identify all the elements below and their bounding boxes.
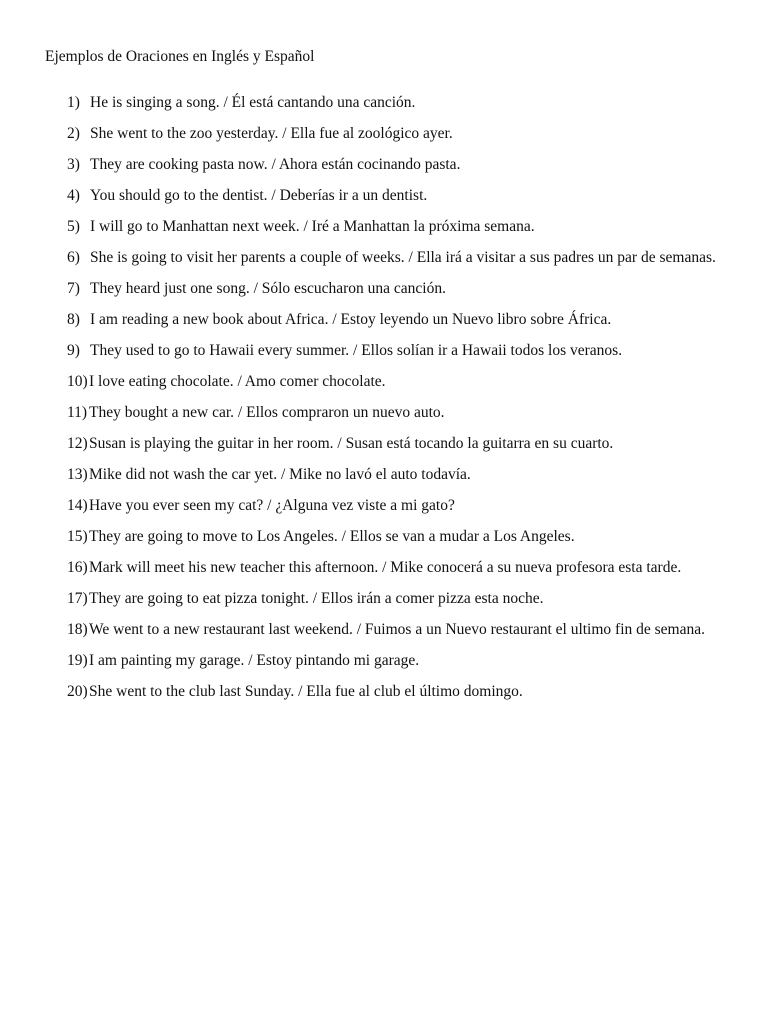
list-item	[0, 211, 768, 242]
item-sentence: Have you ever seen my cat? / ¿Alguna vez viste a mi gato?	[89, 497, 455, 514]
item-number: 18)	[67, 621, 88, 638]
item-sentence: Mark will meet his new teacher this afternoon. / Mike conocerá a su nueva profesora esta tarde.	[89, 559, 682, 576]
item-sentence: Mike did not wash the car yet. / Mike no lavó el auto todavía.	[89, 466, 471, 483]
document-title: Ejemplos de Oraciones en Inglés y Español	[45, 48, 315, 65]
list-item	[0, 676, 768, 707]
item-number: 5)	[67, 218, 80, 235]
item-sentence: She went to the club last Sunday. / Ella fue al club el último domingo.	[89, 683, 523, 700]
item-number: 17)	[67, 590, 88, 607]
list-item	[0, 273, 768, 304]
item-number: 8)	[67, 311, 80, 328]
item-sentence: They used to go to Hawaii every summer. / Ellos solían ir a Hawaii todos los veranos.	[90, 342, 623, 359]
item-number: 9)	[67, 342, 80, 359]
item-sentence: You should go to the dentist. / Deberías ir a un dentist.	[90, 187, 428, 204]
list-item	[0, 490, 768, 521]
list-item	[0, 87, 768, 118]
list-item	[0, 180, 768, 211]
item-number: 10)	[67, 373, 88, 390]
list-item	[0, 335, 768, 366]
item-sentence: He is singing a song. / Él está cantando una canción.	[90, 94, 416, 111]
item-number: 6)	[67, 249, 80, 266]
item-sentence: Susan is playing the guitar in her room. / Susan está tocando la guitarra en su cuarto.	[89, 435, 614, 452]
item-sentence: I am reading a new book about Africa. / Estoy leyendo un Nuevo libro sobre África.	[90, 311, 612, 328]
item-sentence: I am painting my garage. / Estoy pintando mi garage.	[89, 652, 420, 669]
item-number: 15)	[67, 528, 88, 545]
item-number: 16)	[67, 559, 88, 576]
list-item	[0, 428, 768, 459]
sentence-list	[0, 87, 768, 707]
item-sentence: They bought a new car. / Ellos compraron un nuevo auto.	[89, 404, 445, 421]
item-sentence: We went to a new restaurant last weekend. / Fuimos a un Nuevo restaurant el ultimo fin de semana.	[89, 621, 705, 638]
list-item	[0, 552, 768, 583]
item-number: 4)	[67, 187, 80, 204]
list-item	[0, 366, 768, 397]
item-number: 12)	[67, 435, 88, 452]
item-number: 13)	[67, 466, 88, 483]
list-item	[0, 583, 768, 614]
item-sentence: I love eating chocolate. / Amo comer chocolate.	[89, 373, 386, 390]
list-item	[0, 118, 768, 149]
item-sentence: They heard just one song. / Sólo escucharon una canción.	[90, 280, 446, 297]
item-sentence: They are cooking pasta now. / Ahora están cocinando pasta.	[90, 156, 461, 173]
item-sentence: They are going to move to Los Angeles. / Ellos se van a mudar a Los Angeles.	[89, 528, 575, 545]
list-item	[0, 304, 768, 335]
list-item	[0, 521, 768, 552]
list-item	[0, 645, 768, 676]
list-item	[0, 242, 768, 273]
item-number: 11)	[67, 404, 88, 421]
item-number: 19)	[67, 652, 88, 669]
item-number: 1)	[67, 94, 80, 111]
item-number: 3)	[67, 156, 80, 173]
item-number: 20)	[67, 683, 88, 700]
item-sentence: She is going to visit her parents a couple of weeks. / Ella irá a visitar a sus padres un par de semanas.	[90, 249, 716, 266]
list-item	[0, 397, 768, 428]
list-item	[0, 149, 768, 180]
list-item	[0, 614, 768, 645]
item-sentence: She went to the zoo yesterday. / Ella fue al zoológico ayer.	[90, 125, 453, 142]
item-sentence: I will go to Manhattan next week. / Iré a Manhattan la próxima semana.	[90, 218, 535, 235]
item-number: 14)	[67, 497, 88, 514]
item-number: 2)	[67, 125, 80, 142]
list-item	[0, 459, 768, 490]
item-sentence: They are going to eat pizza tonight. / Ellos irán a comer pizza esta noche.	[89, 590, 544, 607]
item-number: 7)	[67, 280, 80, 297]
